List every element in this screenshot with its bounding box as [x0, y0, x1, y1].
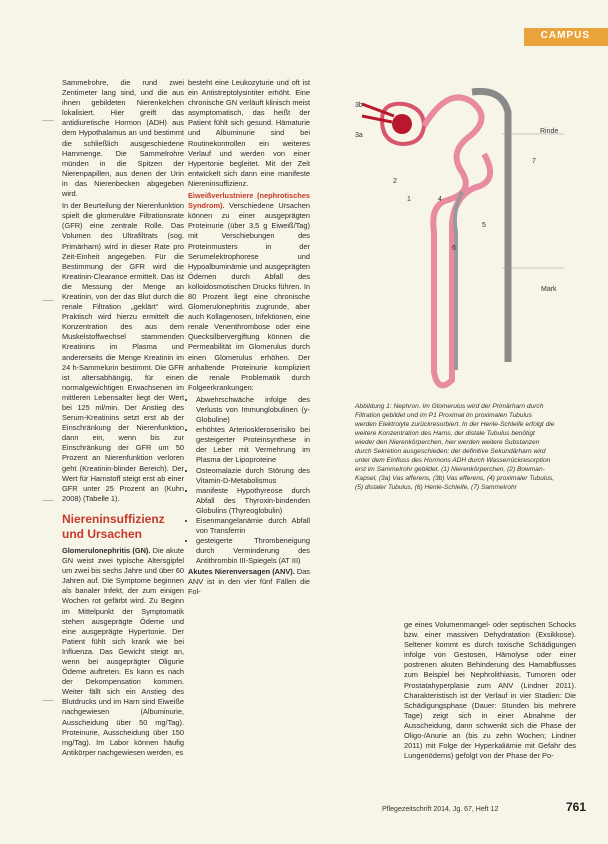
column-3: [404, 620, 576, 763]
list-item: • gesteigerte Thrombeneigung durch Verminderung des Antithrombin III-Spiegels (AT III): [196, 536, 310, 566]
journal-footer: Pflegezeitschrift 2014, Jg. 67, Heft 12: [382, 806, 499, 813]
paragraph-body: Die akute GN weist zwei typische Altersgipfel um zwei bis sechs Jahre und über 60 Jahren auf. Die Symptome beginnen als banaler Infekt, der zum einigen Wochen rot gefärbt wird. Zu Beginn im Mittelpunkt der Symptomatik stehen ausgeprägte Ödeme und eine ausgeprägte Hypertonie. Der Patient fühlt sich krank wie bei Influenza. Das Gewicht steigt an, wenn bei ausgeprägter Oligurie Ödeme auftreten. Es kann es nach der Dekompensation kommen. Weiter fällt sich ein Anstieg des Blutdrucks und im Harn sind Eiweiße nachgewiesen (Albuminurie, Ausscheidung über 50 mg/Tag). Proteinurie, Ausscheidung über 150 mg/Tag). Im Labor können häufig Antikörper nachgewiesen werden, es: [62, 545, 185, 757]
section-title: CAMPUS: [540, 30, 590, 41]
gutter-tick: [42, 500, 54, 501]
paragraph: besteht eine Leukozyturie und oft ist ein Antistreptolysintiter erhöht. Eine chronische GN verläuft klinisch meist asymptomatisch, das heißt der Patient fühlt sich gesund. Hämaturie und Albuminurie sind bei Routinekontrollen ein weiteres Verlauf und werden von einer Hypertonie begleitet. Mit der Zeit entwickelt sich dann eine manifeste Niereninsuffizienz.: [188, 78, 310, 188]
subheading: Eiweißverlustniere (nephrotisches Syndrom).: [188, 191, 310, 211]
page-number: 761: [565, 800, 586, 814]
list-item: • erhöhtes Arterioskleroserisiko bei gesteigerter Proteinsynthese in der Leber mit Vermehrung im Plasma der Lipoproteine: [196, 425, 310, 465]
figure-label: 1: [407, 196, 411, 203]
paragraph-lead: Glomerulonephritis (GN).: [62, 545, 151, 555]
gutter-tick: [42, 120, 54, 121]
figure-label: 4: [438, 196, 442, 203]
list-item: • Abwehrschwäche infolge des Verlusts von Immunglobulinen (y-Globuline): [196, 395, 310, 425]
paragraph-body: Verschiedene Ursachen können zu einer ausgeprägten Proteinurie (über 3,5 g Eiweiß/Tag) mit Verschiebungen des Proteinmusters in der Serumelektrophorese und Hypoalbuminämie und ausgeprägten Ödemen durch Abfall des kolloidosmotischen Drucks führen. In 80 Prozent liegt eine chronische Glomerulonephritis zugrunde, aber auch Kollagenosen, Infektionen, eine renale Venenthrombose oder eine Quecksilbervergiftung können die Permeabilität im Glomerulus durch einen Glomerulus erhöhen. Der anhaltende Proteinurie kompliziert die renale Problematik durch Folgeerkrankungen:: [188, 201, 310, 392]
list-item: • manifeste Hypothyreose durch Abfall des Thyroxin-bindenden Globulins (Thyreoglobulin): [196, 486, 310, 516]
paragraph-lead: Akutes Nierenversagen (ANV).: [188, 566, 295, 576]
glomerulus: [392, 114, 412, 134]
vas-afferens: [362, 116, 392, 122]
paragraph: [188, 191, 310, 393]
figure-label: 7: [532, 158, 536, 165]
paragraph: [62, 546, 184, 758]
paragraph: ge eines Volumenmangel- oder septischen Schocks bzw. einer massiven Dehydratation (Exsikkose). Seltener kommt es durch toxische Schädigungen infolge von Gestosen, Hämolyse oder einer postrenen akuten Behinderung des Harnabflusses zum Beispiel bei Nephrolithiasis, Tumoren oder Prostatahyperplasie zum ANV (Lindner 2011). Charakteristisch ist der Verlauf in vier Stadien: Die Schädigungsphase (Dauer: Stunden bis mehrere Tage) zeigt sich in einer Abnahme der Ausscheidung, dann schwenkt sich die Phase der Oligo-/Anurie an (bis zu zehn Wochen; Lindner 2011) mit Folge der Hyperkaliämie mit Gefahr des Lungenödems) gefolgt von der Phase der Po-: [404, 620, 576, 761]
gutter-tick: [42, 300, 54, 301]
section-heading: Niereninsuffizienz und Ursachen: [62, 511, 165, 541]
figure-caption: Abbildung 1: Nephron. Im Glomerulus wird der Primärharn durch Filtration gebildet und im P1 Proximal im proximalen Tubulus werden Elektrolyte zurückresorbiert. In der Henle-Schleife erfolgt die weitere Konzentration des Harns, der distale Tubulus benötigt wieder den Nierenkörperchen, hier werden weitere Substanzen durch Sekretion ausgeschieden; der definitive Sekundärharn wird unter dem Einfluss des Hormons ADH durch Wasserrückresorption erst im Sammelrohr gebildet. (1) Nierenkörperchen, (2) Bowman-Kapsel, (3a) Vas afferens, (3b) Vas efferens, (4) proximaler Tubulus, (5) distaler Tubulus, (6) Henle-Schleife, (7) Sammelrohr: [355, 403, 555, 491]
figure-label: 3a: [355, 132, 363, 139]
figure-label: 2: [393, 178, 397, 185]
complication-list: [188, 395, 310, 567]
paragraph-body: Das ANV ist in den vier fünf Fällen die Fol-: [188, 566, 310, 596]
column-2: [188, 78, 310, 599]
paragraph: [188, 567, 310, 597]
figure-label: Mark: [541, 286, 557, 293]
henle-ascending: [455, 192, 462, 370]
paragraph: Sammelrohre, die rund zwei Zentimeter lang sind, und die aus ihnen gebildeten Nierenkelchen lokalisiert. Hier greift das antidiuretische Hormon (ADH) aus dem Hypothalamus an und bestimmt die schließlich ausgeschiedene Harnmenge. Die Sammelrohre münden in die Spitzen der Nierenpapillen, aus denen der Urin in das Nierenbecken abgegeben wird.: [62, 78, 184, 199]
figure-label: 6: [452, 245, 456, 252]
gutter-tick: [42, 700, 54, 701]
figure-label: 3b: [355, 102, 363, 109]
paragraph: In der Beurteilung der Nierenfunktion spielt die glomeruläre Filtrationsrate (GFR) eine zentrale Rolle. Das Volumen des Ultrafiltrats (sog. Primärharn) wird in dieser Rate pro Zeit-Einheit angegeben. Für die Bestimmung der GFR wird die Kreatinin-Clearance ermittelt. Das ist die Messung der Menge an Kreatinin, von der das Blut durch die renale Filtration „geklärt“ wird. Praktisch wird hierzu ermittelt die Konzentration des aus dem Muskelstoffwechsel stammenden Kreatinins im Plasma und andererseits die Menge Kreatinin im 24 h-Sammelurin bestimmt. Die GFR ist altersabhängig, für einen normalgewichtigen Erwachsenen im mittleren Lebensalter liegt der Wert bei 125 ml/min. Der Anstieg des Serum-Kreatinins setzt erst ab der Einschränkung der Nierenfunktion dann ein, wenn bis zur Einschränkung der GFR um 50 Prozent an Nierenfunktion verloren geht (Kreatinin-blinder Bereich). Der Wert für Harnstoff steigt erst ab einer GFR unter 25 Prozent an (Kuhn 2008) (Tabelle 1).: [62, 201, 184, 503]
nephron-illustration: [352, 82, 564, 400]
list-item: • Osteomalazie durch Störung des Vitamin-D-Metabolismus: [196, 466, 310, 486]
column-1: [62, 78, 184, 760]
list-item: • Eisenmangelanämie durch Abfall von Transferrin: [196, 516, 310, 536]
figure-label: Rinde: [540, 128, 559, 135]
figure-label: 5: [482, 222, 486, 229]
